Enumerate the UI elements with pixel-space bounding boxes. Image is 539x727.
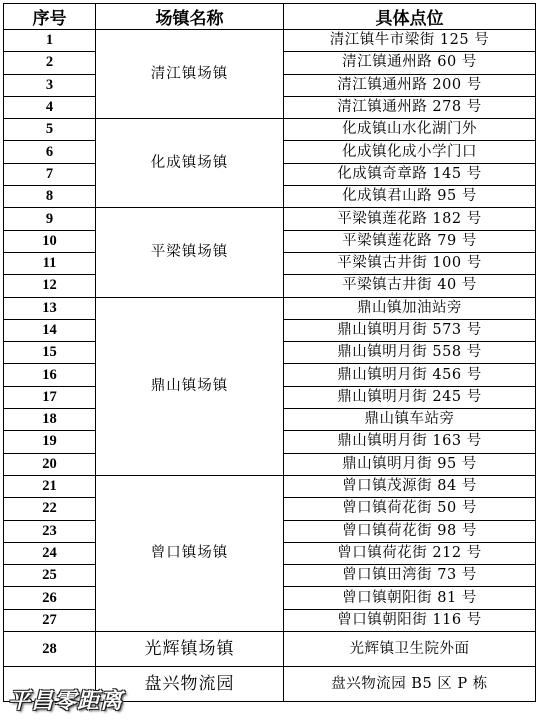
place-location: 平梁镇古井街 40 号 bbox=[284, 275, 536, 297]
place-location: 鼎山镇明月街 456 号 bbox=[284, 364, 536, 386]
row-number: 23 bbox=[4, 520, 96, 542]
place-location: 清江镇通州路 278 号 bbox=[284, 96, 536, 118]
place-location: 曾口镇朝阳街 81 号 bbox=[284, 587, 536, 609]
place-location: 曾口镇朝阳街 116 号 bbox=[284, 609, 536, 631]
row-number: 7 bbox=[4, 163, 96, 185]
place-location: 清江镇通州路 200 号 bbox=[284, 74, 536, 96]
town-name: 清江镇场镇 bbox=[96, 30, 284, 119]
town-name: 曾口镇场镇 bbox=[96, 475, 284, 631]
row-number: 11 bbox=[4, 252, 96, 274]
place-location: 平梁镇莲花路 79 号 bbox=[284, 230, 536, 252]
row-number: 1 bbox=[4, 30, 96, 52]
town-name: 化成镇场镇 bbox=[96, 119, 284, 208]
row-number bbox=[4, 667, 96, 702]
row-number: 16 bbox=[4, 364, 96, 386]
place-location: 清江镇通州路 60 号 bbox=[284, 52, 536, 74]
place-location: 化成镇君山路 95 号 bbox=[284, 186, 536, 208]
place-location: 曾口镇荷花街 98 号 bbox=[284, 520, 536, 542]
place-location: 鼎山镇明月街 163 号 bbox=[284, 431, 536, 453]
place-location: 鼎山镇明月街 573 号 bbox=[284, 319, 536, 341]
row-number: 10 bbox=[4, 230, 96, 252]
place-location: 平梁镇古井街 100 号 bbox=[284, 252, 536, 274]
row-number: 18 bbox=[4, 409, 96, 431]
row-number: 27 bbox=[4, 609, 96, 631]
row-number: 25 bbox=[4, 565, 96, 587]
place-location: 曾口镇茂源街 84 号 bbox=[284, 475, 536, 497]
table-row bbox=[4, 208, 536, 230]
row-number: 20 bbox=[4, 453, 96, 475]
row-number: 28 bbox=[4, 632, 96, 667]
place-location: 盘兴物流园 B5 区 P 栋 bbox=[284, 667, 536, 702]
place-location: 鼎山镇明月街 95 号 bbox=[284, 453, 536, 475]
table-row bbox=[4, 30, 536, 52]
table-row bbox=[4, 667, 536, 702]
place-location: 曾口镇荷花街 212 号 bbox=[284, 542, 536, 564]
town-name: 平梁镇场镇 bbox=[96, 208, 284, 297]
row-number: 17 bbox=[4, 386, 96, 408]
row-number: 15 bbox=[4, 342, 96, 364]
place-location: 鼎山镇明月街 245 号 bbox=[284, 386, 536, 408]
place-location: 鼎山镇车站旁 bbox=[284, 409, 536, 431]
table-row bbox=[4, 119, 536, 141]
town-name: 光辉镇场镇 bbox=[96, 632, 284, 667]
row-number: 14 bbox=[4, 319, 96, 341]
place-location: 鼎山镇加油站旁 bbox=[284, 297, 536, 319]
table-row bbox=[4, 632, 536, 667]
row-number: 9 bbox=[4, 208, 96, 230]
row-number: 3 bbox=[4, 74, 96, 96]
row-number: 6 bbox=[4, 141, 96, 163]
header-place: 具体点位 bbox=[284, 4, 536, 30]
table-body bbox=[4, 30, 536, 702]
row-number: 24 bbox=[4, 542, 96, 564]
locations-table bbox=[3, 3, 536, 702]
place-location: 鼎山镇明月街 558 号 bbox=[284, 342, 536, 364]
row-number: 2 bbox=[4, 52, 96, 74]
place-location: 曾口镇荷花街 50 号 bbox=[284, 498, 536, 520]
place-location: 化成镇奇章路 145 号 bbox=[284, 163, 536, 185]
place-location: 化成镇山水化湖门外 bbox=[284, 119, 536, 141]
table-row bbox=[4, 475, 536, 497]
row-number: 26 bbox=[4, 587, 96, 609]
row-number: 13 bbox=[4, 297, 96, 319]
table-row bbox=[4, 297, 536, 319]
row-number: 12 bbox=[4, 275, 96, 297]
row-number: 19 bbox=[4, 431, 96, 453]
place-location: 曾口镇田湾街 73 号 bbox=[284, 565, 536, 587]
row-number: 5 bbox=[4, 119, 96, 141]
header-num: 序号 bbox=[4, 4, 96, 30]
town-name: 鼎山镇场镇 bbox=[96, 297, 284, 475]
place-location: 清江镇牛市梁街 125 号 bbox=[284, 30, 536, 52]
header-town: 场镇名称 bbox=[96, 4, 284, 30]
row-number: 22 bbox=[4, 498, 96, 520]
row-number: 21 bbox=[4, 475, 96, 497]
row-number: 8 bbox=[4, 186, 96, 208]
row-number: 4 bbox=[4, 96, 96, 118]
town-name: 盘兴物流园 bbox=[96, 667, 284, 702]
place-location: 光辉镇卫生院外面 bbox=[284, 632, 536, 667]
place-location: 平梁镇莲花路 182 号 bbox=[284, 208, 536, 230]
header-row bbox=[4, 4, 536, 30]
place-location: 化成镇化成小学门口 bbox=[284, 141, 536, 163]
watermark-logo: 平昌零距离 bbox=[8, 689, 124, 714]
